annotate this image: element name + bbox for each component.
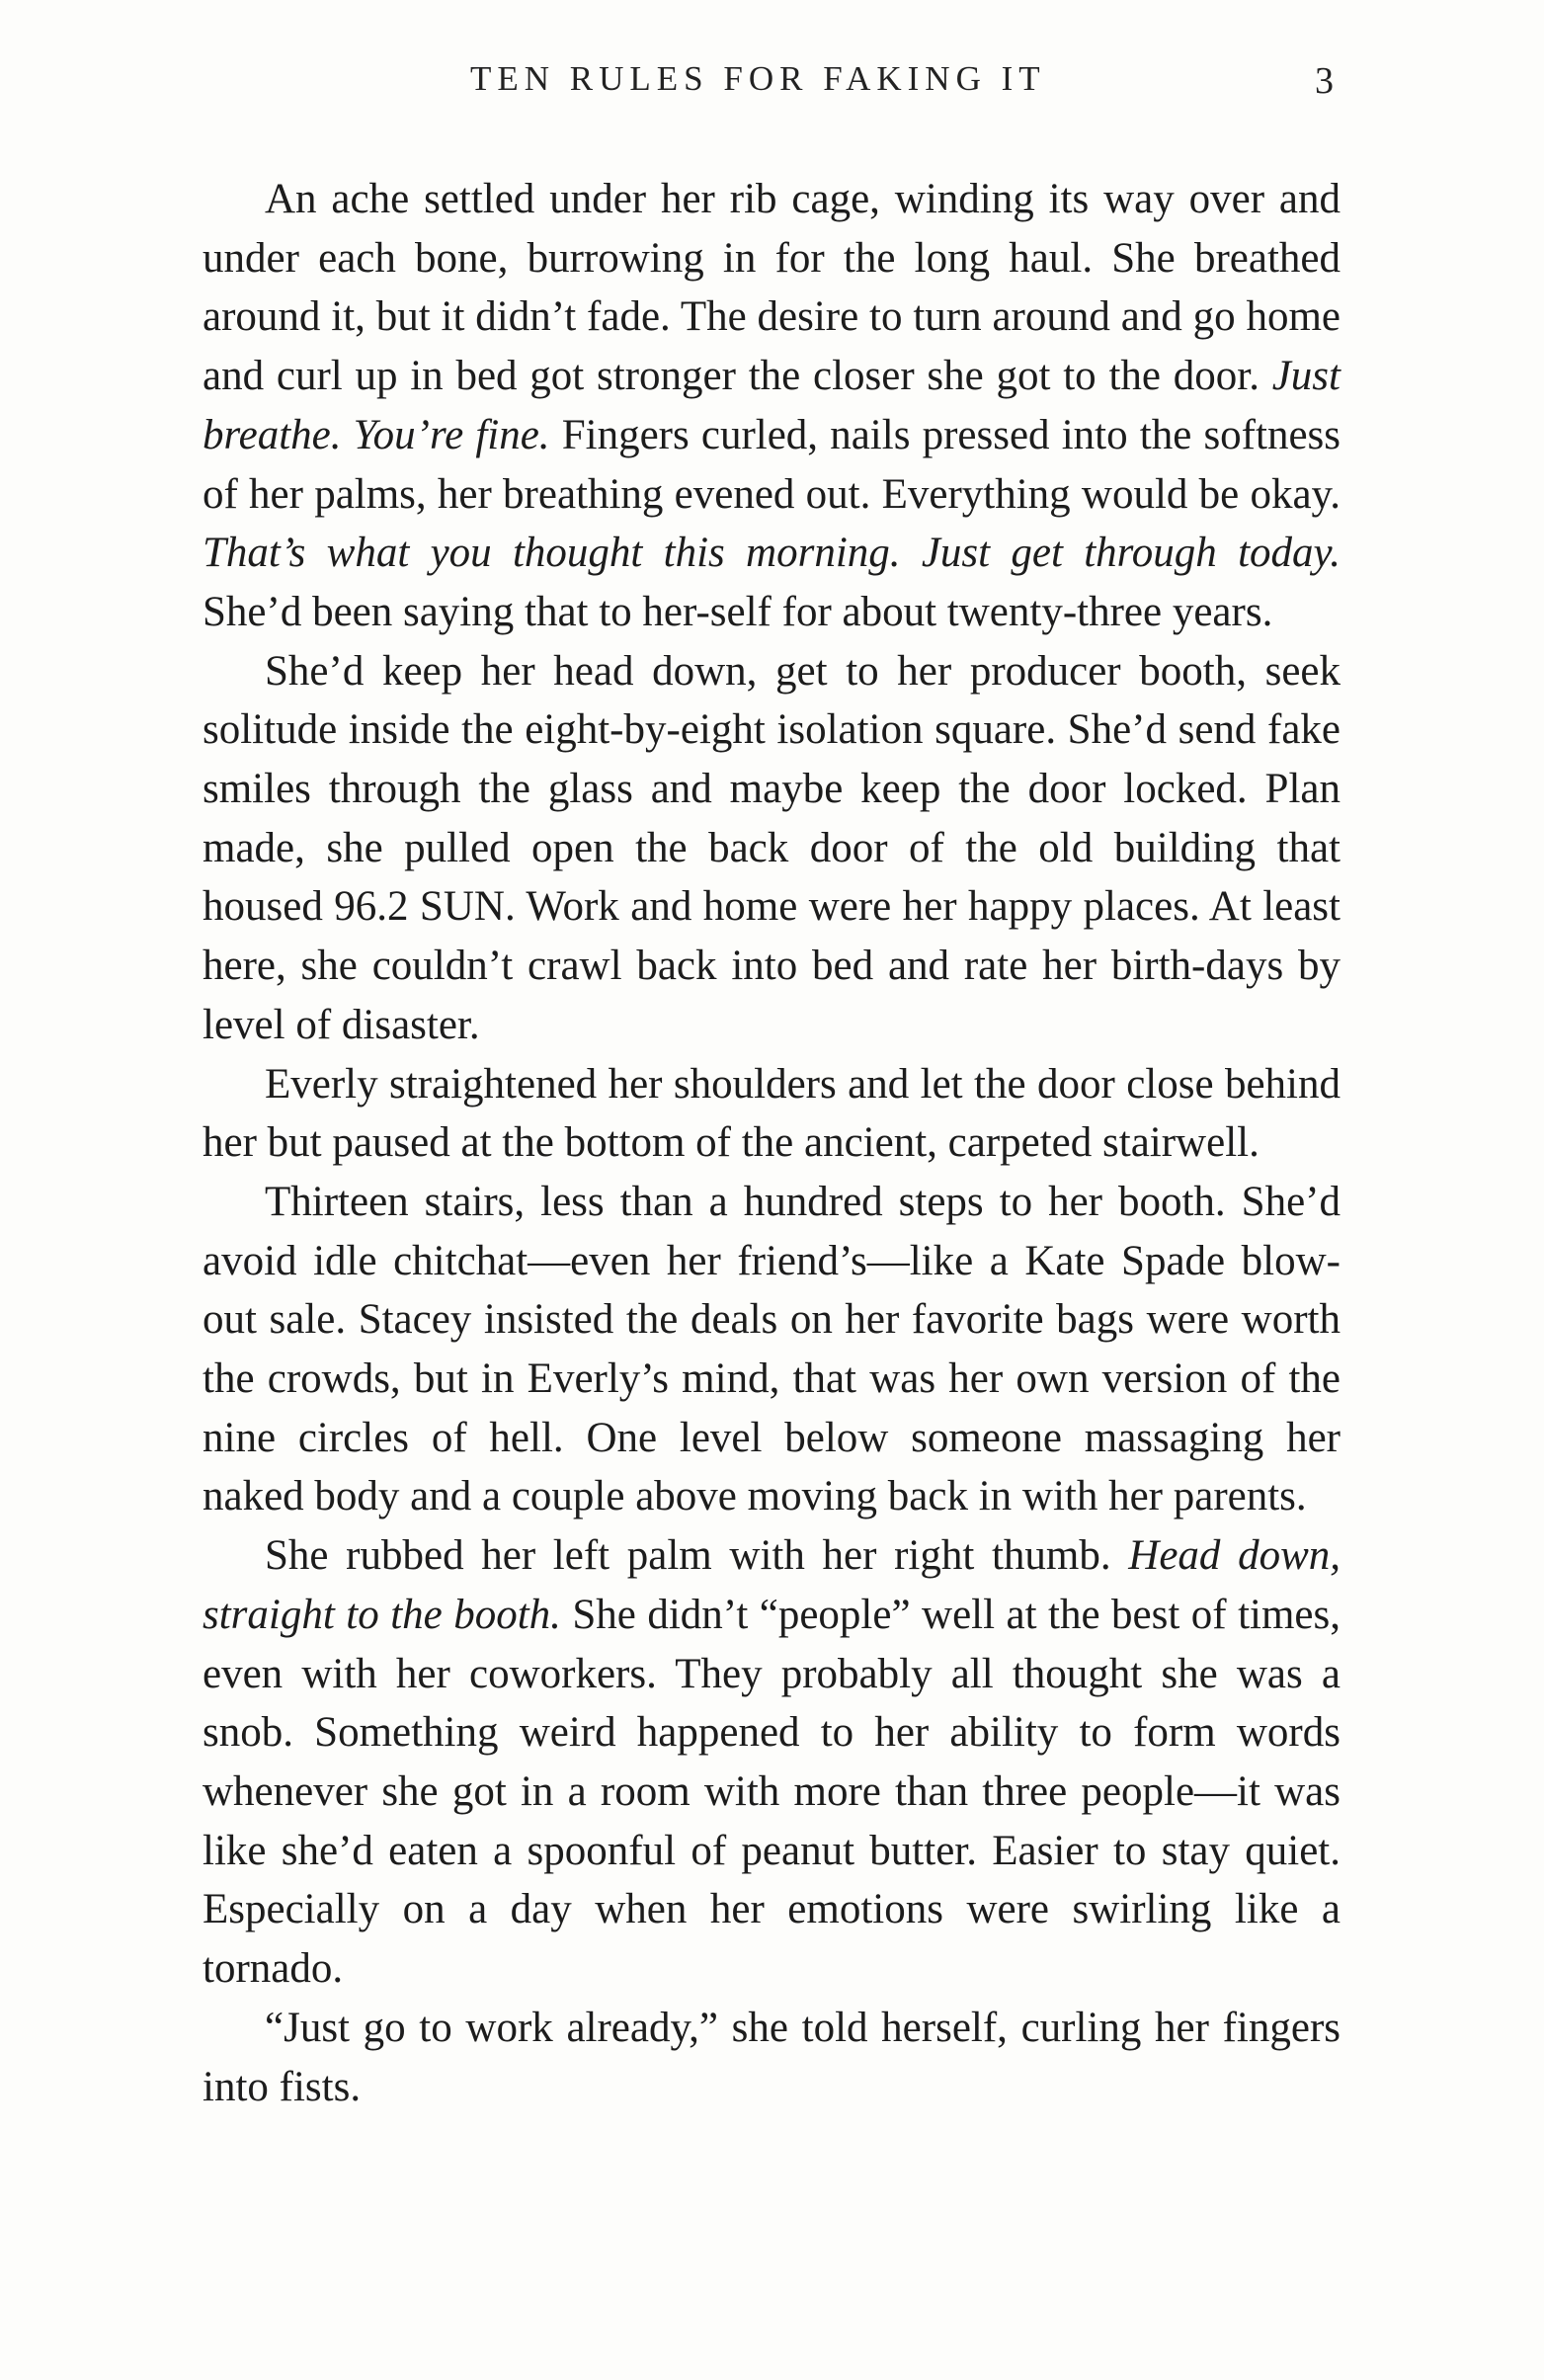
page-number: 3 [1315, 60, 1334, 102]
running-head [0, 59, 1544, 102]
text-run: “Just go to work already,” she told herself, curling her fingers into fists. [203, 2004, 1341, 2110]
text-run: She didn’t “people” well at the best of times, even with her coworkers. They probably all thought she was a snob. Something weird happened to her ability to form words whenever she got in a room with more than three people—it was like she’d eaten a spoonful of peanut butter. Easier to stay quiet. Especially on a day when her emotions were swirling like a tornado. [203, 1591, 1341, 1993]
text-run: Fingers curled, nails pressed into the softness of her palms, her breathing evened out. Everything would be okay. [203, 411, 1341, 518]
paragraph [203, 1055, 1341, 1173]
paragraph [203, 170, 1341, 642]
body-text [203, 170, 1341, 2116]
text-run: She’d keep her head down, get to her producer booth, seek solitude inside the eight-by-eight isolation square. She’d send fake smiles through the glass and maybe keep the door locked. Plan made, she pulled open the back door of the old building that housed 96.2 SUN. Work and home were her happy places. At least here, she couldn’t crawl back into bed and rate her birth-days by level of disaster. [203, 647, 1341, 1048]
paragraph [203, 1173, 1341, 1526]
paragraph [203, 1999, 1341, 2116]
italic-text-run: Head down, straight to the booth. [203, 1532, 1341, 1638]
text-run: Thirteen stairs, less than a hundred steps to her booth. She’d avoid idle chitchat—even her friend’s—like a Kate Spade blow-out sale. Stacey insisted the deals on her favorite bags were worth the crowds, but in Everly’s mind, that was her own version of the nine circles of hell. One level below someone massaging her naked body and a couple above moving back in with her parents. [203, 1178, 1341, 1520]
italic-text-run: Just breathe. You’re fine. [203, 353, 1341, 458]
text-run: She’d been saying that to her-self for about twenty-three years. [203, 588, 1273, 635]
text-run: She rubbed her left palm with her right thumb. [265, 1532, 1129, 1580]
text-run: Everly straightened her shoulders and let the door close behind her but paused at the bottom of the ancient, carpeted stairwell. [203, 1060, 1341, 1167]
running-title: TEN RULES FOR FAKING IT [470, 59, 1046, 98]
paragraph [203, 1526, 1341, 1999]
text-run: An ache settled under her rib cage, winding its way over and under each bone, burrowing in for the long haul. She breathed around it, but it didn’t fade. The desire to turn around and go home and curl up in bed got stronger the closer she got to the door. [203, 176, 1341, 400]
italic-text-run: That’s what you thought this morning. Just get through today. [203, 530, 1341, 577]
paragraph [203, 642, 1341, 1055]
